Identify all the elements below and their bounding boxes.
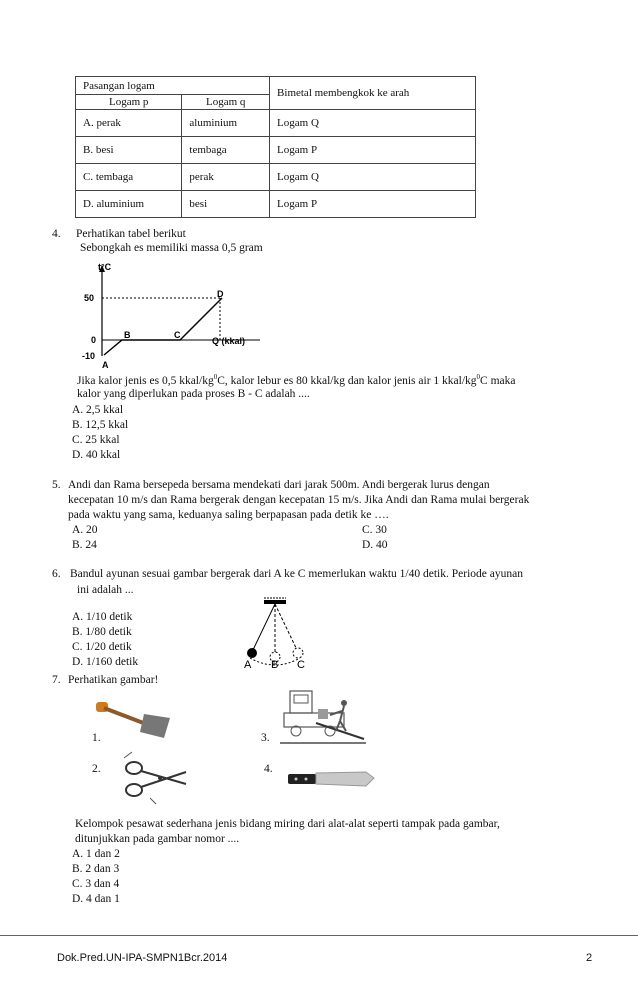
q6-number: 6. <box>52 568 61 580</box>
q7-label-3: 3. <box>261 732 270 744</box>
header-logam-p: Logam p <box>76 95 182 110</box>
header-logam-q: Logam q <box>182 95 270 110</box>
pendulum-label-b: B <box>271 659 279 671</box>
q4-option-d: D. 40 kkal <box>72 449 121 461</box>
q5-option-a: A. 20 <box>72 524 98 536</box>
table-row: B. besi tembaga Logam P <box>76 137 476 164</box>
q7-number: 7. <box>52 674 61 686</box>
tick-0: 0 <box>91 335 97 345</box>
q7-option-b: B. 2 dan 3 <box>72 863 120 875</box>
q6-option-a: A. 1/10 detik <box>72 611 133 623</box>
q7-intro: Perhatikan gambar! <box>68 674 159 686</box>
header-pasangan-logam: Pasangan logam <box>76 77 270 95</box>
tick-50: 50 <box>84 293 95 303</box>
q4-option-c: C. 25 kkal <box>72 434 120 446</box>
pendulum-label-c: C <box>297 659 305 671</box>
point-d-label: D <box>217 289 224 299</box>
q5-line2: kecepatan 10 m/s dan Rama bergerak dengan kecepatan 15 m/s. Jika Andi dan Rama mulai bergerak <box>68 494 530 506</box>
q4-option-b: B. 12,5 kkal <box>72 419 129 431</box>
q5-option-d: D. 40 <box>362 539 388 551</box>
pendulum-label-a: A <box>244 659 252 671</box>
q7-option-d: D. 4 dan 1 <box>72 893 120 905</box>
point-c-label: C <box>174 330 181 340</box>
footer-document-code: Dok.Pred.UN-IPA-SMPN1Bcr.2014 <box>57 952 228 964</box>
footer-divider <box>0 935 638 936</box>
q6-option-c: C. 1/20 detik <box>72 641 132 653</box>
tick-minus-10: -10 <box>82 351 96 361</box>
pendulum-support <box>264 600 286 604</box>
table-row: D. aluminium besi Logam P <box>76 191 476 218</box>
q4-intro: Perhatikan tabel berikut <box>76 228 186 240</box>
table-row: C. tembaga perak Logam Q <box>76 164 476 191</box>
q7-label-2: 2. <box>92 763 101 775</box>
q6-line2: ini adalah ... <box>77 584 134 596</box>
q5-line1: Andi dan Rama bersepeda bersama mendekati dari jarak 500m. Andi bergerak lurus dengan <box>68 479 490 491</box>
q4-text-line2: kalor yang diperlukan pada proses B - C adalah .... <box>77 388 310 400</box>
table-row: A. perak aluminium Logam Q <box>76 110 476 137</box>
header-bimetal: Bimetal membengkok ke arah <box>270 77 476 110</box>
q5-option-b: B. 24 <box>72 539 97 551</box>
x-axis-label: Q (kkal) <box>212 336 246 346</box>
q4-option-a: A. 2,5 kkal <box>72 404 124 416</box>
pendulum-bob-a <box>247 648 257 658</box>
pendulum-figure <box>238 596 318 672</box>
knife-icon <box>286 768 376 790</box>
pendulum-bob-c <box>293 648 303 658</box>
heating-curve <box>104 298 222 355</box>
q4-number: 4. <box>52 228 61 240</box>
q5-number: 5. <box>52 479 61 491</box>
q6-option-b: B. 1/80 detik <box>72 626 132 638</box>
q6-line1: Bandul ayunan sesuai gambar bergerak dari A ke C memerlukan waktu 1/40 detik. Periode ayunan <box>70 568 523 580</box>
point-a-label: A <box>102 360 109 370</box>
point-b-label: B <box>124 330 131 340</box>
temperature-graph <box>80 258 270 370</box>
q7-line1: Kelompok pesawat sederhana jenis bidang miring dari alat-alat seperti tampak pada gambar, <box>75 818 500 830</box>
y-axis-label: t°C <box>98 262 112 272</box>
q5-line3: pada waktu yang sama, keduanya saling berpapasan pada detik ke …. <box>68 509 389 521</box>
truck-ramp-icon <box>278 685 368 747</box>
q7-option-c: C. 3 dan 4 <box>72 878 120 890</box>
q7-label-4: 4. <box>264 763 273 775</box>
q5-option-c: C. 30 <box>362 524 387 536</box>
scissors-icon <box>120 750 192 812</box>
bimetal-table <box>75 76 476 218</box>
page-number: 2 <box>586 952 593 964</box>
q4-intro2: Sebongkah es memiliki massa 0,5 gram <box>80 242 263 254</box>
q7-option-a: A. 1 dan 2 <box>72 848 120 860</box>
q6-option-d: D. 1/160 detik <box>72 656 139 668</box>
q4-text-line1: Jika kalor jenis es 0,5 kkal/$kg^0C$, kalor lebur es 80 kkal/kg dan kalor jenis air 1 kkal/$kg^0C$ maka <box>77 373 516 387</box>
q7-label-1: 1. <box>92 732 101 744</box>
q7-line2: ditunjukkan pada gambar nomor .... <box>75 833 240 845</box>
shovel-icon <box>94 700 174 740</box>
